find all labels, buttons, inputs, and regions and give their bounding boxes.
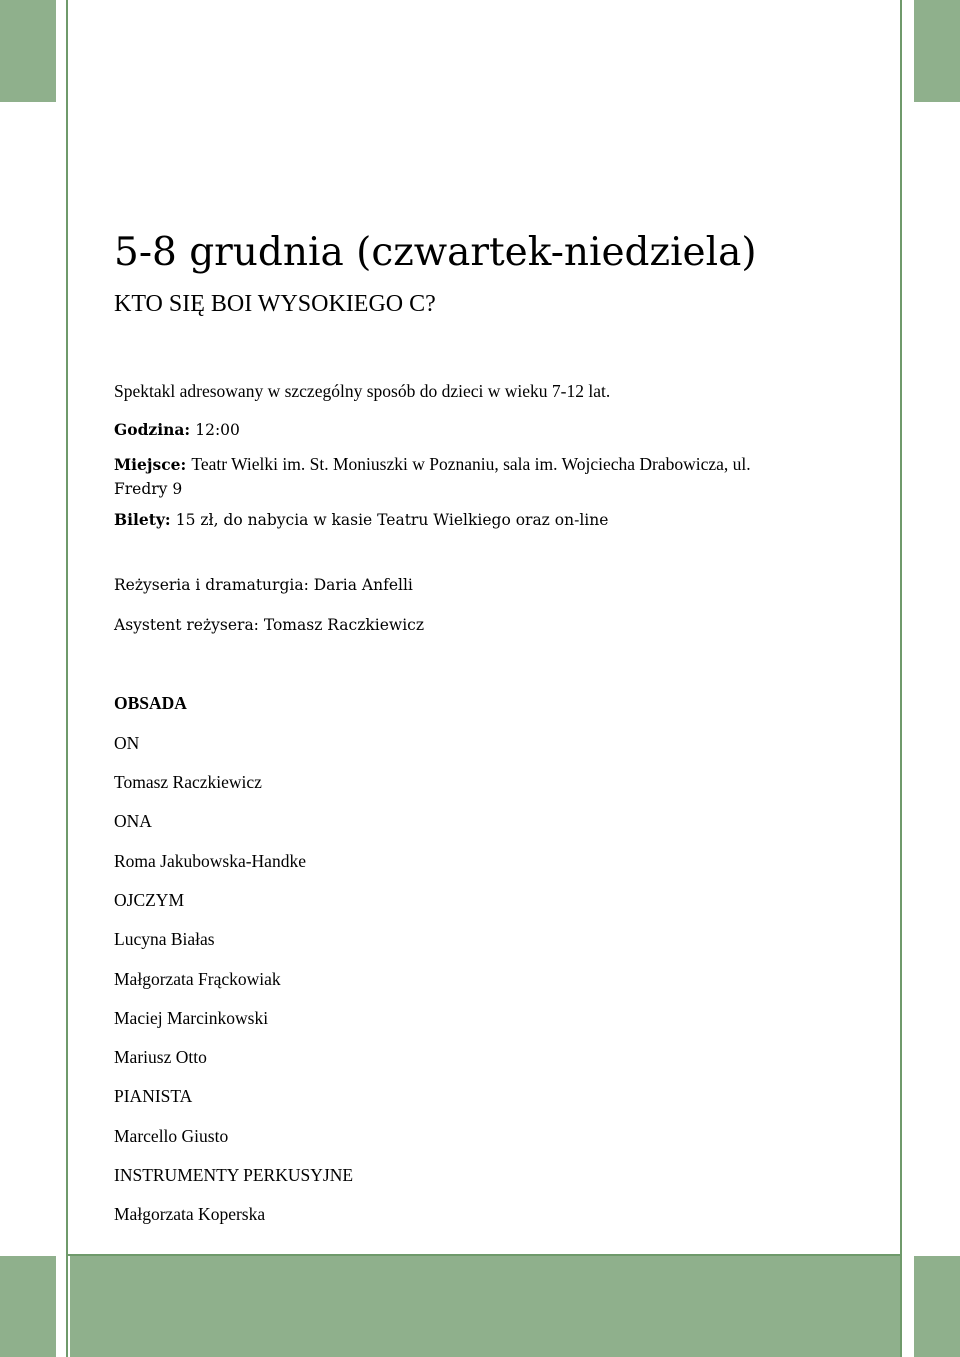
cast-line: Lucyna Białas: [114, 929, 215, 949]
frame-bottom-line: [66, 1254, 902, 1256]
tickets-row: [114, 508, 608, 532]
audience-note: Spektakl adresowany w szczególny sposób do dzieci w wieku 7-12 lat.: [114, 381, 611, 401]
frame-right-line: [900, 0, 902, 1357]
cast-heading-row: [114, 691, 187, 716]
assistant-credit: Asystent reżysera: Tomasz Raczkiewicz: [114, 616, 424, 634]
tickets-label: Bilety:: [114, 510, 171, 529]
cast-line: Roma Jakubowska-Handke: [114, 851, 306, 871]
cast-heading: OBSADA: [114, 693, 187, 713]
place-value-part2: Fredry 9: [114, 480, 183, 498]
cast-line: Marcello Giusto: [114, 1126, 229, 1146]
cast-line: Mariusz Otto: [114, 1047, 207, 1067]
cast-line: ON: [114, 733, 140, 753]
place-label: Miejsce:: [114, 455, 187, 474]
cast-line: INSTRUMENTY PERKUSYJNE: [114, 1165, 354, 1185]
cast-line: Małgorzata Frąckowiak: [114, 969, 281, 989]
frame-left-line: [66, 0, 68, 1357]
corner-bottom-right: [914, 1256, 960, 1357]
cast-line: Tomasz Raczkiewicz: [114, 772, 262, 792]
cast-line: OJCZYM: [114, 890, 185, 910]
cast-line: PIANISTA: [114, 1086, 193, 1106]
direction-credit: Reżyseria i dramaturgia: Daria Anfelli: [114, 576, 413, 594]
time-value: 12:00: [195, 421, 240, 439]
place-value-part1: Teatr Wielki im. St. Moniuszki w Poznaniu, sala im. Wojciecha Drabowicza, ul.: [191, 454, 751, 474]
bottom-band: [70, 1256, 900, 1357]
tickets-value: 15 zł, do nabycia w kasie Teatru Wielkiego oraz on-line: [175, 511, 609, 529]
cast-line: Maciej Marcinkowski: [114, 1008, 269, 1028]
cast-line: ONA: [114, 811, 152, 831]
corner-bottom-left: [0, 1256, 56, 1357]
place-row: [114, 452, 751, 477]
corner-top-right: [914, 0, 960, 102]
show-title: KTO SIĘ BOI WYSOKIEGO C?: [114, 291, 436, 317]
corner-top-left: [0, 0, 56, 102]
time-label: Godzina:: [114, 420, 191, 439]
page-title: 5-8 grudnia (czwartek-niedziela): [114, 230, 757, 275]
cast-line: Małgorzata Koperska: [114, 1204, 266, 1224]
time-row: [114, 418, 240, 442]
